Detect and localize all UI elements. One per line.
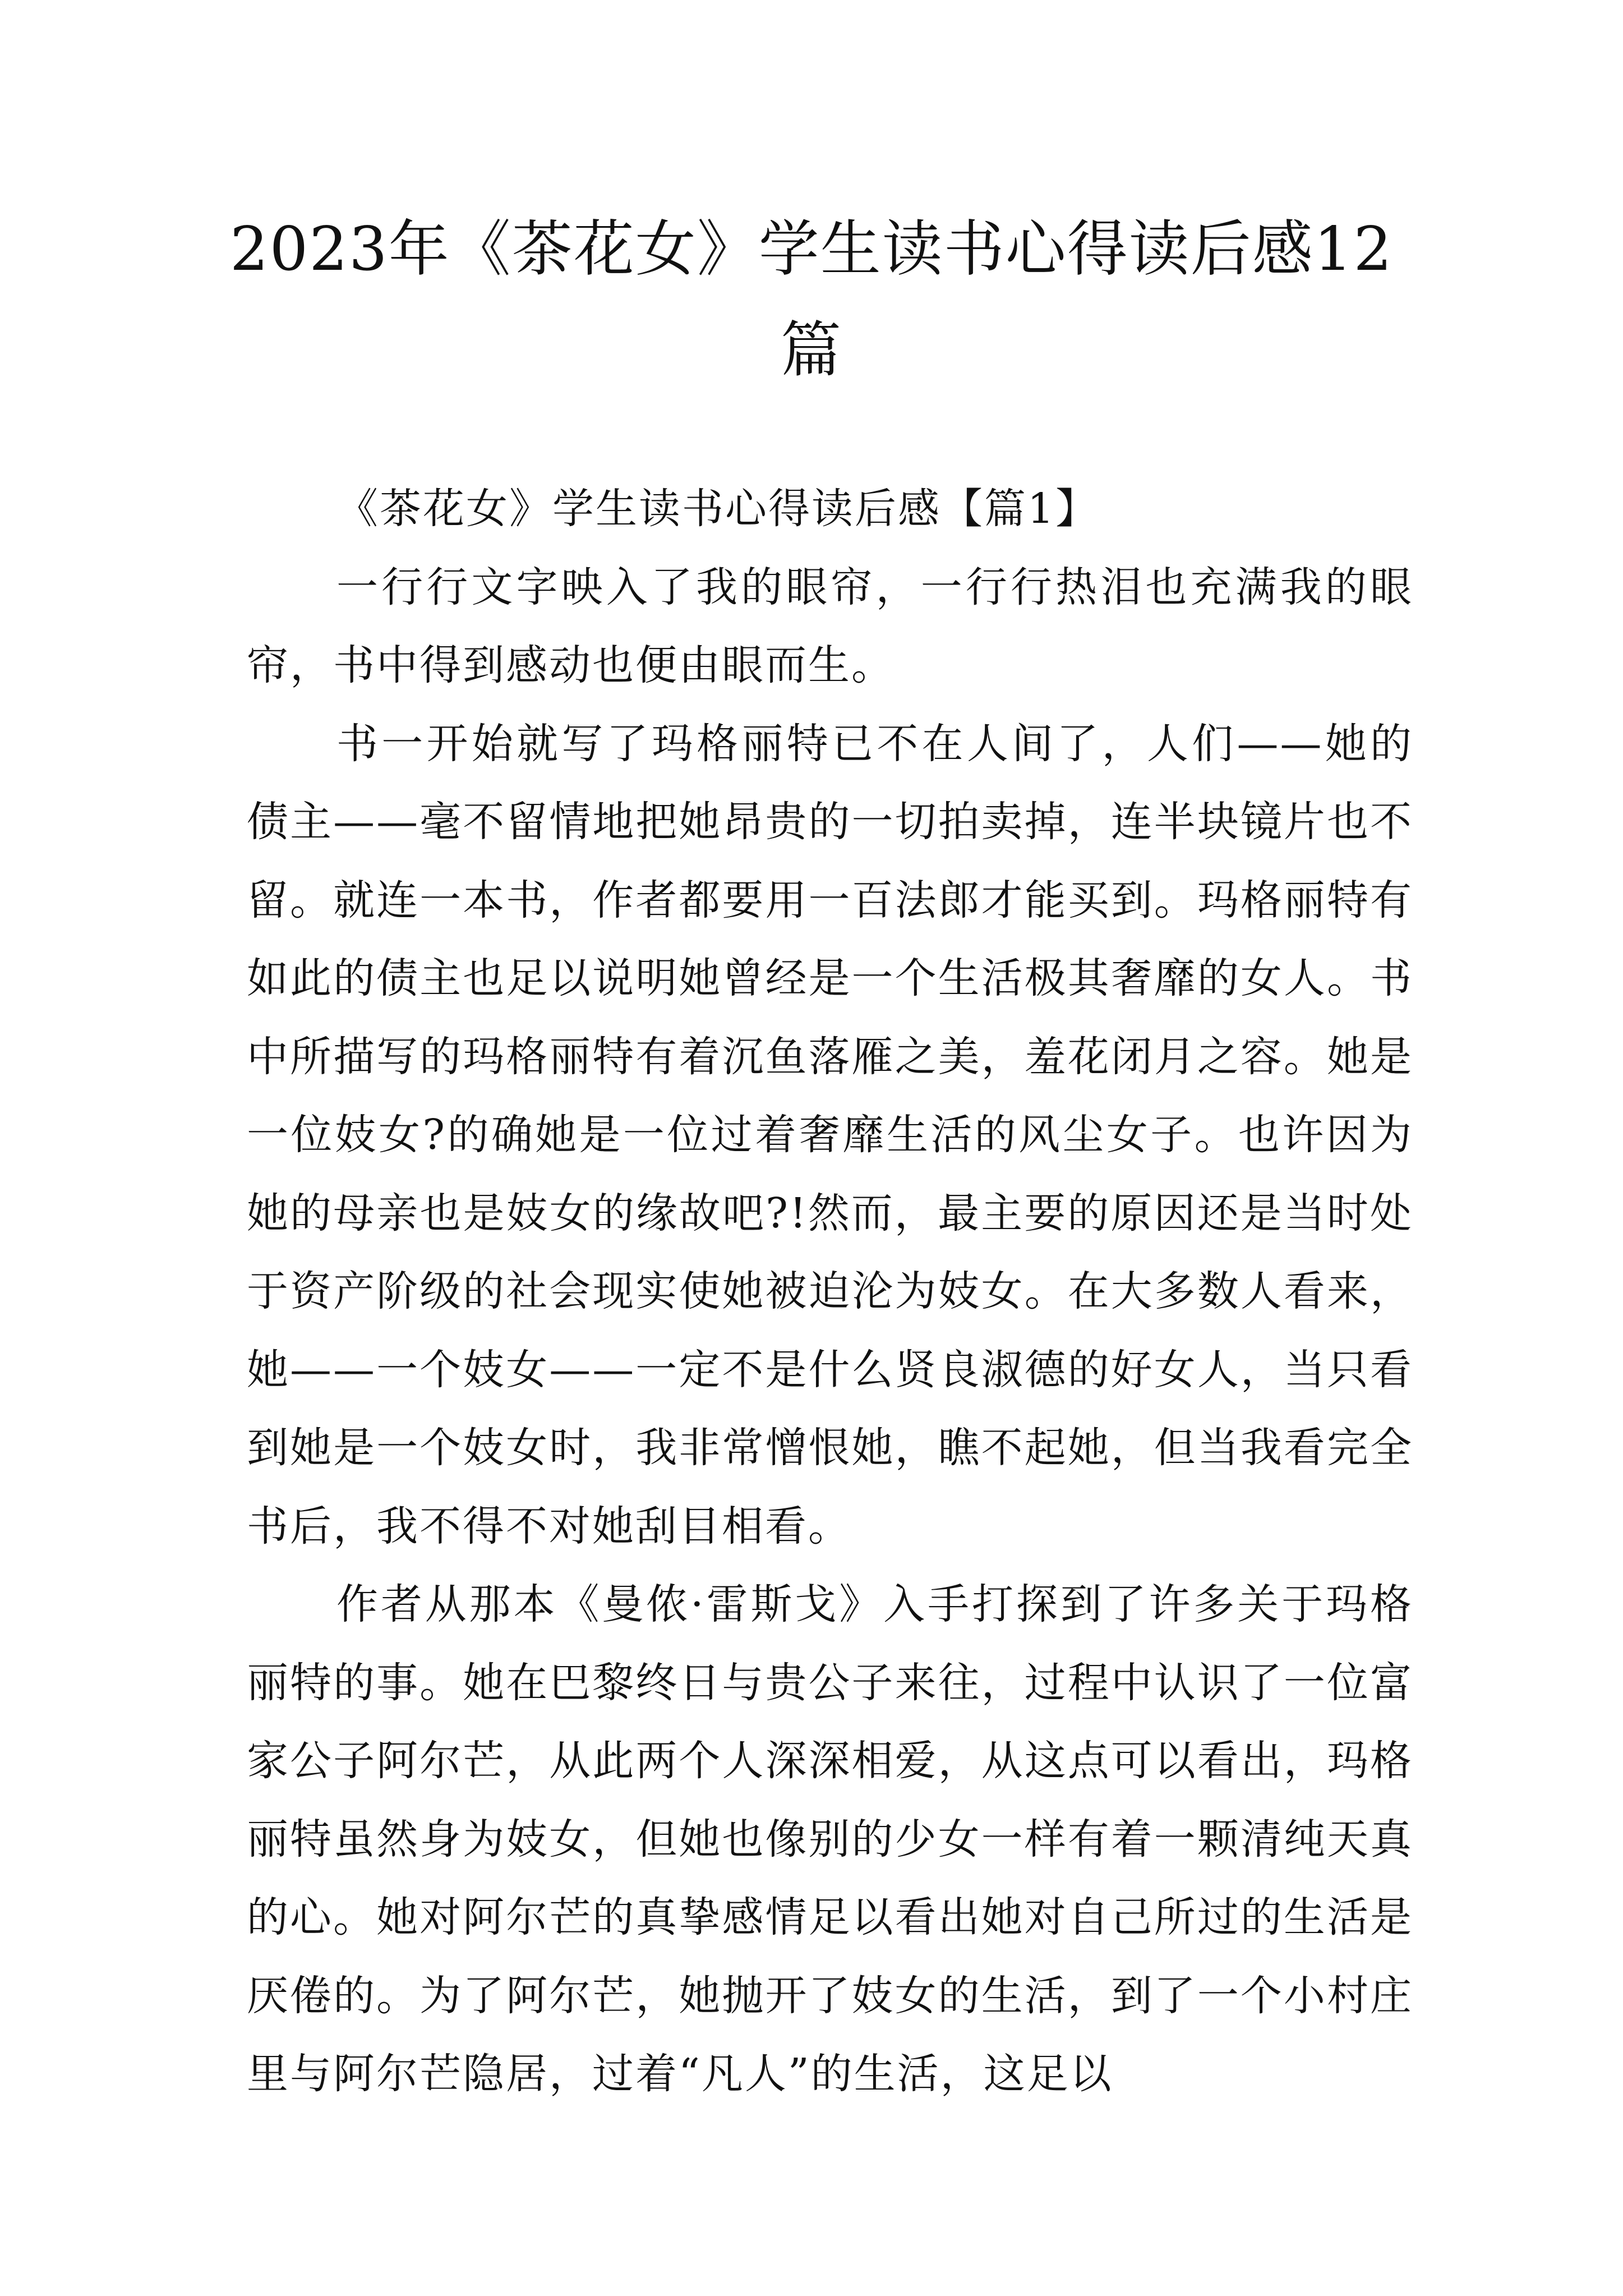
paragraph: 作者从那本《曼侬·雷斯戈》入手打探到了许多关于玛格丽特的事。她在巴黎终日与贵公子来往，过程中认识了一位富家公子阿尔芒，从此两个人深深相爱，从这点可以看出，玛格丽特虽然身为妓女，但她也像别的少女一样有着一颗清纯天真的心。她对阿尔芒的真挚感情足以看出她对自己所过的生活是厌倦的。为了阿尔芒，她抛开了妓女的生活，到了一个小村庄里与阿尔芒隐居，过着“凡人”的生活，这足以 bbox=[247, 1580, 1413, 2098]
document-body bbox=[247, 470, 1413, 2114]
paragraph: 一行行文字映入了我的眼帘，一行行热泪也充满我的眼帘，书中得到感动也便由眼而生。 bbox=[247, 563, 1413, 689]
document-title: 2023年《茶花女》学生读书心得读后感12篇 bbox=[229, 214, 1394, 385]
section-heading: 《茶花女》学生读书心得读后感【篇1】 bbox=[336, 485, 1099, 533]
paragraph: 书一开始就写了玛格丽特已不在人间了，人们——她的债主——毫不留情地把她昂贵的一切拍卖掉，连半块镜片也不留。就连一本书，作者都要用一百法郎才能买到。玛格丽特有如此的债主也足以说明她曾经是一个生活极其奢靡的女人。书中所描写的玛格丽特有着沉鱼落雁之美，羞花闭月之容。她是一位妓女?的确她是一位过着奢靡生活的风尘女子。也许因为她的母亲也是妓女的缘故吧?!然而，最主要的原因还是当时处于资产阶级的社会现实使她被迫沦为妓女。在大多数人看来，她——一个妓女——一定不是什么贤良淑德的好女人，当只看到她是一个妓女时，我非常憎恨她，瞧不起她，但当我看完全书后，我不得不对她刮目相看。 bbox=[247, 719, 1413, 1550]
